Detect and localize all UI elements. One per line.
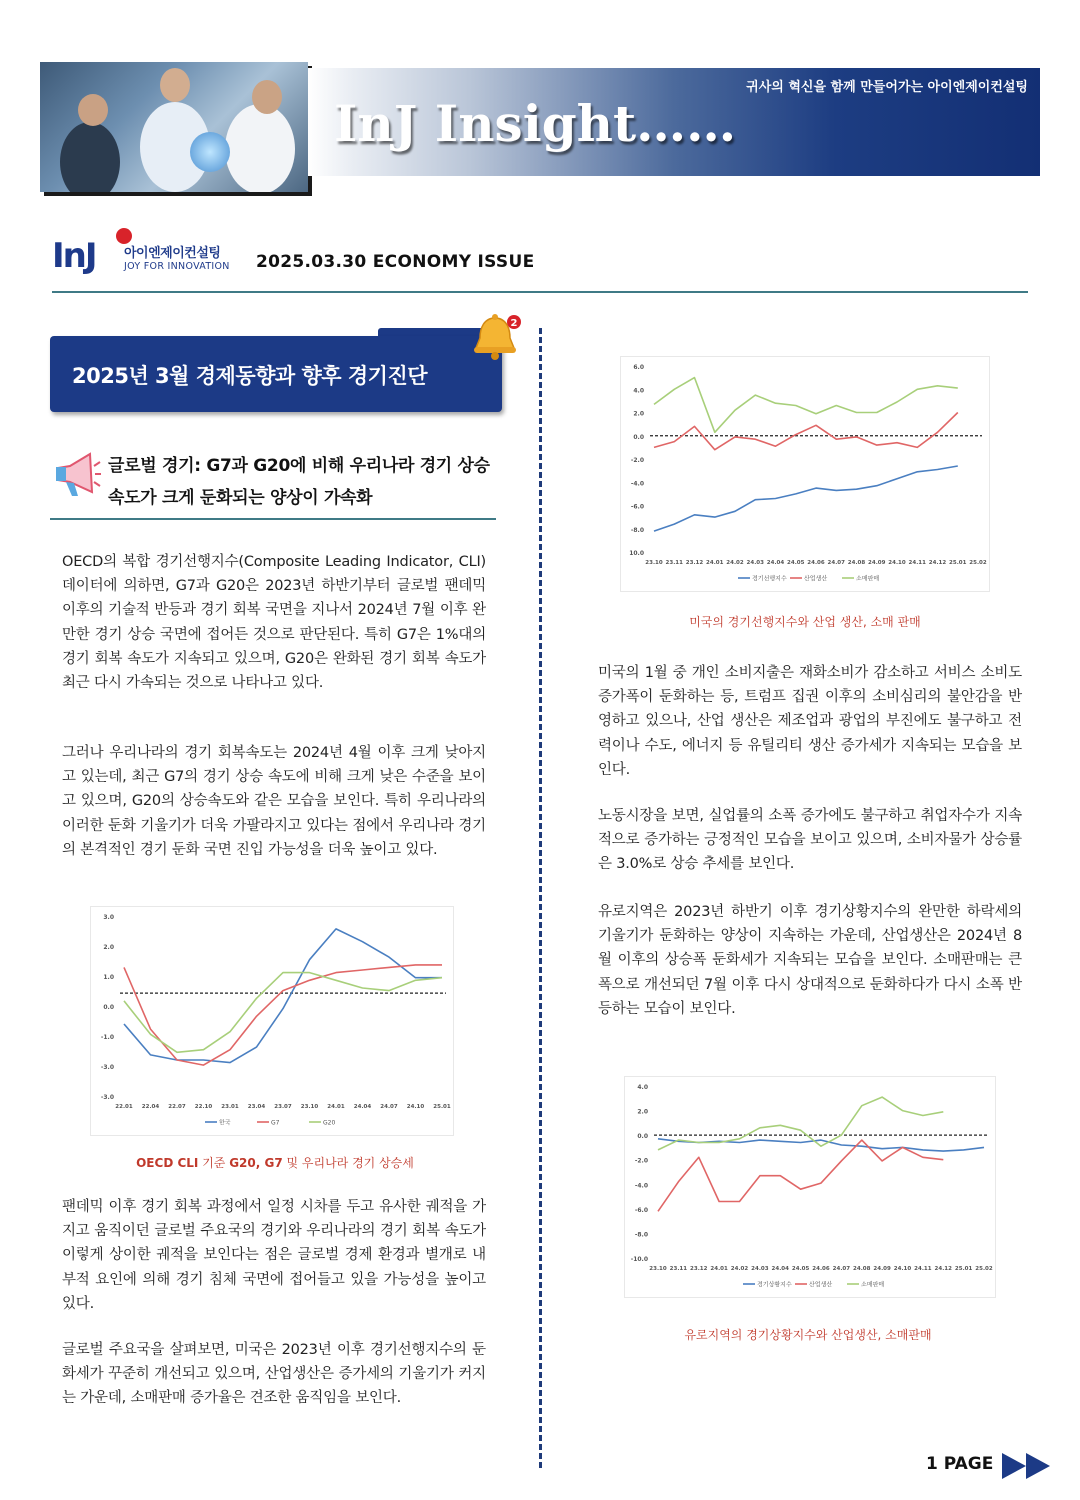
y-tick-label: 0.0 [637, 1133, 648, 1141]
paragraph: 글로벌 주요국을 살펴보면, 미국은 2023년 이후 경기선행지수의 둔화세가 꾸준히 개선되고 있으며, 산업생산은 증가세의 기울기가 커지는 가운데, 소매판매 증가율은 견조한 움직임을 보인다. [62, 1342, 486, 1407]
x-tick-label: 24.08 [853, 1266, 871, 1272]
x-tick-label: 24.11 [908, 560, 926, 566]
y-tick-label: -10.0 [630, 1256, 648, 1263]
banner-slogan: 귀사의 혁신을 함께 만들어가는 아이엔제이컨설팅 [746, 80, 1028, 95]
eurozone-chart-caption: 유로지역의 경기상황지수와 산업생산, 소매판매 [684, 1328, 932, 1342]
paragraph: 그러나 우리나라의 경기 회복속도는 2024년 4월 이후 크게 낮아지고 있는데, 최근 G7의 경기 상승 속도에 비해 크게 낮은 수준을 보이고 있으며, G20의 상승속도와 같은 모습을 보인다. 특히 우리나라의 이러한 둔화 기울기가 더욱 가팔라지고 있다는 점에서 우리나라 경기의 본격적인 경기 둔화 국면 진입 가능성을 더욱 높이고 있다. [62, 745, 486, 858]
bell-badge-count: 2 [510, 318, 518, 329]
chart-frame [621, 357, 990, 592]
y-tick-label: 2.0 [103, 944, 114, 951]
y-tick-label: -2.0 [630, 457, 644, 464]
x-tick-label: 24.07 [380, 1104, 398, 1110]
legend-label: 산업생산 [804, 575, 828, 583]
x-tick-label: 24.12 [928, 560, 947, 566]
legend-label: 산업생산 [809, 1281, 833, 1289]
header-banner [40, 60, 1040, 195]
notification-bell-icon [466, 308, 524, 366]
logo-mark: InJ [52, 236, 96, 276]
us-chart-caption: 미국의 경기선행지수와 산업 생산, 소매 판매 [689, 615, 921, 629]
x-tick-label: 22.01 [115, 1104, 133, 1110]
next-page-arrow-icon[interactable] [1000, 1451, 1054, 1481]
x-tick-label: 25.02 [975, 1266, 993, 1272]
y-tick-label: 2.0 [633, 410, 644, 418]
company-logo [52, 228, 248, 280]
x-tick-label: 24.05 [791, 1266, 810, 1272]
subsection-divider [50, 518, 496, 520]
y-tick-label: 0.0 [633, 433, 644, 441]
x-tick-label: 24.03 [746, 560, 764, 566]
x-tick-label: 22.07 [168, 1104, 186, 1110]
x-tick-label: 23.10 [645, 560, 663, 566]
y-tick-label: 2.0 [637, 1108, 648, 1116]
column-divider [539, 328, 542, 1468]
y-tick-label: -6.0 [634, 1206, 648, 1214]
logo-company-name: 아이엔제이컨설팅 [124, 246, 221, 261]
x-tick-label: 24.11 [914, 1266, 932, 1272]
us-indicator-chart [620, 356, 990, 592]
x-tick-label: 24.09 [868, 560, 886, 566]
legend-label: 경기상황지수 [757, 1281, 792, 1289]
y-tick-label: -4.0 [630, 480, 644, 488]
newsletter-title: InJ Insight…… [334, 94, 737, 153]
x-tick-label: 24.05 [787, 560, 805, 566]
y-tick-label: 3.0 [103, 914, 114, 921]
y-tick-label: 1.0 [103, 974, 114, 981]
x-tick-label: 25.01 [954, 1266, 973, 1272]
y-tick-label: -4.0 [634, 1182, 648, 1190]
x-tick-label: 22.10 [194, 1104, 213, 1110]
paragraph: 팬데믹 이후 경기 회복 과정에서 일정 시차를 두고 유사한 궤적을 가지고 움직이던 글로벌 주요국의 경기와 우리나라의 경기 회복 속도가 이렇게 상이한 궤적을 보인다는 점은 글로벌 경제 환경과 별개로 내부적 요인에 의해 경기 침체 국면에 접어들고 있을 가능성을 높이고 있다. [62, 1199, 486, 1312]
issue-date: 2025.03.30 ECONOMY ISSUE [256, 252, 535, 272]
y-tick-label: -2.0 [634, 1157, 648, 1165]
x-tick-label: 24.12 [934, 1266, 952, 1272]
x-tick-label: 23.04 [247, 1104, 266, 1110]
legend-label: G7 [271, 1119, 280, 1127]
x-tick-label: 24.06 [807, 560, 825, 566]
megaphone-icon [50, 448, 102, 500]
paragraph: 노동시장을 보면, 실업률의 소폭 증가에도 불구하고 취업자수가 지속적으로 증가하는 긍정적인 모습을 보이고 있으며, 소비자물가 상승률은 3.0%로 상승 추세를 보인다. [598, 808, 1022, 873]
x-tick-label: 24.06 [812, 1266, 830, 1272]
x-tick-label: 24.09 [873, 1266, 891, 1272]
x-tick-label: 23.10 [300, 1104, 319, 1110]
x-tick-label: 25.01 [949, 560, 967, 566]
x-tick-label: 24.10 [406, 1104, 425, 1110]
x-tick-label: 24.08 [847, 560, 866, 566]
paragraph: 유로지역은 2023년 하반기 이후 경기상황지수의 완만한 하락세의 기울기가 둔화하는 양상이 지속하는 가운데, 산업생산은 2024년 8월 이후의 상승폭 둔화세가 지속되는 모습을 보인다. 소매판매는 큰 폭으로 개선되던 7월 이후 다시 상대적으로 둔화하다가 다시 소폭 반등하는 모습이 보인다. [598, 904, 1022, 1017]
paragraph: OECD의 복합 경기선행지수(Composite Leading Indicator, CLI) 데이터에 의하면, G7과 G20은 2023년 하반기부터 글로벌 팬데믹 이후의 기술적 반등과 경기 회복 국면을 지나서 2024년 7월 이후 완만한 경기 상승 국면에 접어든 것으로 판단된다. 특히 G7은 1%대의 경기 회복 속도가 지속되고 있으며, G20은 완화된 경기 회복 속도가 최근 다시 가속되는 것으로 나타나고 있다. [62, 554, 486, 692]
y-tick-label: 6.0 [633, 364, 644, 371]
paragraph: 미국의 1월 중 개인 소비지출은 재화소비가 감소하고 서비스 소비도 증가폭이 둔화하는 등, 트럼프 집권 이후의 소비심리의 불안감을 반영하고 있으나, 산업 생산은 제조업과 광업의 부진에도 불구하고 전력이나 수도, 에너지 등 유틸리티 생산 증가세가 지속되는 모습을 보인다. [598, 665, 1022, 778]
header-divider [52, 291, 1028, 293]
chart-frame [91, 907, 454, 1136]
caption-part: 및 우리나라 경기 상승세 [282, 1156, 414, 1170]
section-title: 2025년 3월 경제동향과 향후 경기진단 [72, 364, 428, 388]
x-tick-label: 23.07 [274, 1104, 292, 1110]
caption-part: OECD CLI [136, 1156, 199, 1170]
x-tick-label: 25.01 [433, 1104, 451, 1110]
x-tick-label: 24.03 [751, 1266, 769, 1272]
x-tick-label: 24.07 [827, 560, 845, 566]
legend-label: 소매판매 [856, 575, 880, 583]
x-tick-label: 24.10 [893, 1266, 912, 1272]
subsection-heading: 글로벌 경기: G7과 G20에 비해 우리나라 경기 상승 속도가 크게 둔화되는 양상이 가속화 [108, 456, 490, 508]
business-meeting-photo [40, 62, 308, 192]
x-tick-label: 24.01 [327, 1104, 345, 1110]
y-tick-label: 0.0 [103, 1004, 114, 1011]
x-tick-label: 24.01 [710, 1266, 728, 1272]
x-tick-label: 23.01 [221, 1104, 239, 1110]
legend-label: 경기선행지수 [752, 575, 787, 583]
y-tick-label: -6.0 [630, 503, 644, 511]
y-tick-label: -1.0 [100, 1034, 114, 1041]
caption-part: 기준 [198, 1156, 230, 1170]
logo-tagline: JOY FOR INNOVATION [124, 261, 230, 272]
x-tick-label: 24.04 [353, 1104, 372, 1110]
x-tick-label: 23.12 [685, 560, 704, 566]
x-tick-label: 24.04 [771, 1266, 789, 1272]
caption-part: G20, G7 [229, 1156, 283, 1170]
x-tick-label: 24.01 [706, 560, 724, 566]
x-tick-label: 24.04 [766, 560, 785, 566]
oecd-chart-caption [90, 1154, 460, 1171]
legend-label: 소매판매 [861, 1281, 885, 1289]
x-tick-label: 24.02 [726, 560, 744, 566]
x-tick-label: 25.02 [969, 560, 987, 566]
legend-label: 한국 [219, 1119, 231, 1127]
y-tick-label: -3.0 [100, 1094, 114, 1101]
x-tick-label: 23.10 [649, 1266, 667, 1272]
y-tick-label: 4.0 [633, 387, 644, 395]
x-tick-label: 23.12 [690, 1266, 708, 1272]
x-tick-label: 24.02 [730, 1266, 749, 1272]
x-tick-label: 23.11 [669, 1266, 688, 1272]
y-tick-label: -8.0 [634, 1231, 648, 1239]
x-tick-label: 23.11 [665, 560, 683, 566]
legend-label: G20 [323, 1119, 336, 1127]
y-tick-label: -3.0 [100, 1064, 114, 1071]
x-tick-label: 22.04 [141, 1104, 160, 1110]
x-tick-label: 24.10 [888, 560, 906, 566]
x-tick-label: 24.07 [832, 1266, 851, 1272]
page-number: 1 PAGE [926, 1454, 994, 1474]
eurozone-indicator-chart [624, 1076, 996, 1298]
y-tick-label: -8.0 [630, 526, 644, 534]
y-tick-label: 4.0 [637, 1084, 648, 1091]
oecd-cli-chart [90, 906, 454, 1136]
y-tick-label: 10.0 [629, 550, 644, 557]
